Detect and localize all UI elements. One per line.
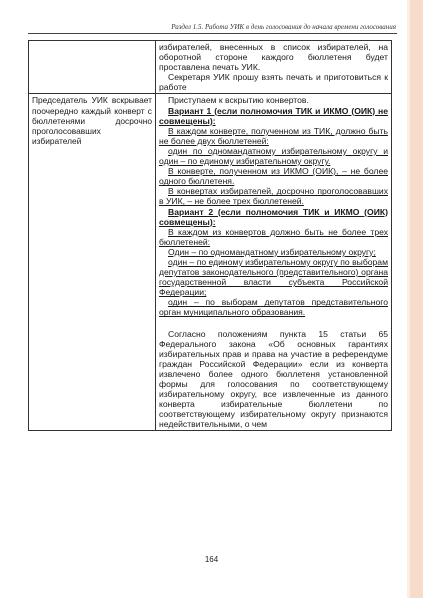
table-row: [29, 41, 392, 94]
page-number: 164: [204, 555, 219, 564]
paragraph: один по одномандатному избирательному округу и один – по единому избирательному округу.: [159, 145, 388, 167]
table-cell-right: [156, 94, 392, 431]
table-cell-right: [156, 41, 392, 94]
table-cell-left: [29, 94, 156, 431]
side-band: [410, 0, 423, 598]
running-header: Раздел 1.5. Работа УИК в день голосования до начала времени голосования: [171, 23, 396, 31]
paragraph: Приступаем к вскрытию конвертов.: [168, 95, 309, 106]
action-description: Председатель УИК вскрывает поочередно каждый конверт с бюллетенями досрочно проголосовавших избирателей: [32, 95, 152, 147]
paragraph: В каждом конверте, полученном из ТИК, должно быть не более двух бюллетеней:: [159, 125, 388, 146]
variant-1-title: Вариант 1 (если полномочия ТИК и ИКМО (ОИК) не совмещены):: [159, 105, 388, 126]
procedure-table: [28, 40, 392, 431]
paragraph: один – по единому избирательному округу по выборам депутатов законодательного (представительного) органа государственной власти субъекта Российской Федерации;: [159, 256, 388, 298]
paragraph: Секретаря УИК прошу взять печать и приготовиться к работе: [159, 72, 388, 93]
paragraph: избирателей, внесенных в список избирателей, на оборотной стороне каждого бюллетеня будет проставлена печать УИК.: [159, 42, 388, 73]
paragraph: В каждом из конвертов должно быть не более трех бюллетеней:: [159, 226, 388, 247]
paragraph: Один – по одномандатному избирательному округу;: [168, 246, 376, 257]
variant-2-title: Вариант 2 (если полномочия ТИК и ИКМО (ОИК) совмещены):: [159, 206, 388, 227]
paragraph: один – по выборам депутатов представительного орган муниципального образования.: [159, 297, 388, 318]
table-row: [29, 94, 392, 431]
header-rule: [28, 33, 397, 34]
paragraph: Согласно положениям пункта 15 статьи 65 Федерального закона «Об основных гарантиях избирательных прав и права на участие в референдуме граждан Российской Федерации» если из конверта извлечено более одного бюллетеня установленной формы для голосования по соответствующему избирательному округу, все извлеченные из данного конверта избирательные бюллетени по соответствующему избирательному округу признаются недействительными, о чем: [159, 328, 388, 430]
spacer: [159, 318, 388, 329]
paragraph: В конвертах избирателей, досрочно проголосовавших в УИК, – не более трех бюллетеней.: [159, 186, 388, 207]
table-cell-left: [29, 41, 156, 94]
paragraph: В конверте, полученном из ИКМО (ОИК), – не более одного бюллетеня.: [159, 166, 388, 187]
